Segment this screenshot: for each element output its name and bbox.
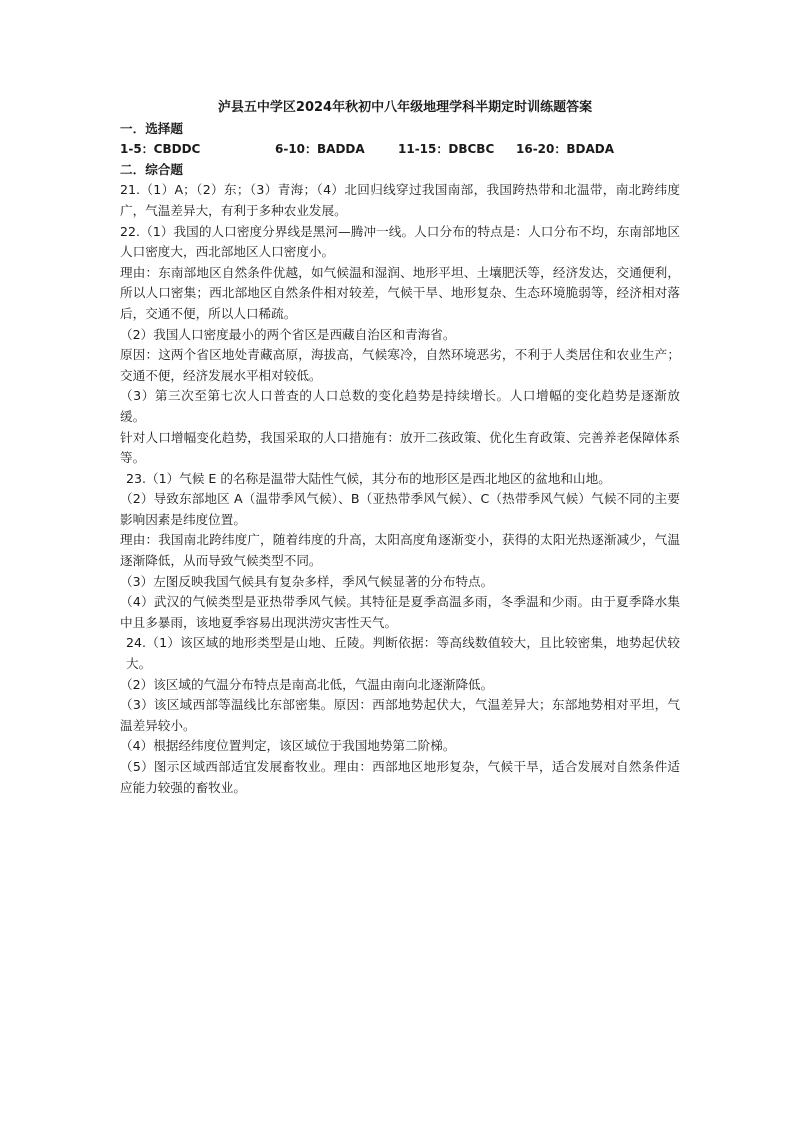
choice-answers-row <box>120 139 680 160</box>
section-heading-comprehensive: 二．综合题 <box>120 161 183 177</box>
answer-21: 21.（1）A；（2）东；（3）青海；（4）北回归线穿过我国南部，我国跨热带和北温带，南北跨纬度广，气温差异大，有利于多种农业发展。 <box>120 182 680 218</box>
answer-24-2: （2）该区域的气温分布特点是南高北低，气温由南向北逐渐降低。 <box>120 676 494 692</box>
answer-22-2-reason: 原因：这两个省区地处青藏高原，海拔高，气候寒冷，自然环境恶劣，不利于人类居住和农业生产；交通不便，经济发展水平相对较低。 <box>120 347 680 383</box>
answer-22-1: 22.（1）我国的人口密度分界线是黑河—腾冲一线。人口分布的特点是：人口分布不均，东南部地区人口密度大，西北部地区人口密度小。 <box>120 223 680 260</box>
answer-group-3: 11-15：DBCBC <box>398 142 495 157</box>
answer-22-3: （3）第三次至第七次人口普查的人口总数的变化趋势是持续增长。人口增幅的变化趋势是逐渐放缓。 <box>120 388 680 424</box>
answer-23-4: （4）武汉的气候类型是亚热带季风气候。其特征是夏季高温多雨，冬季温和少雨。由于夏季降水集中且多暴雨，该地夏季容易出现洪涝灾害性天气。 <box>120 594 680 630</box>
answer-23-2: （2）导致东部地区 A（温带季风气候）、B（亚热带季风气候）、C（热带季风气候）气候不同的主要影响因素是纬度位置。 <box>120 491 680 527</box>
answer-22-3-measures: 针对人口增幅变化趋势，我国采取的人口措施有：放开二孩政策、优化生育政策、完善养老保障体系等。 <box>120 429 680 466</box>
answer-24-4: （4）根据经纬度位置判定，该区域位于我国地势第二阶梯。 <box>120 738 456 754</box>
answer-22-2: （2）我国人口密度最小的两个省区是西藏自治区和青海省。 <box>120 326 456 342</box>
document-title: 泸县五中学区2024年秋初中八年级地理学科半期定时训练题答案 <box>217 100 593 115</box>
answer-23-2-reason: 理由：我国南北跨纬度广，随着纬度的升高，太阳高度角逐渐变小，获得的太阳光热逐渐减少，气温逐渐降低，从而导致气候类型不同。 <box>120 532 680 569</box>
answer-23-3: （3）左图反映我国气候具有复杂多样，季风气候显著的分布特点。 <box>120 573 494 589</box>
document-page <box>120 98 680 798</box>
answer-group-1: 1-5：CBDDC <box>120 142 201 157</box>
answer-23-1: 23.（1）气候 E 的名称是温带大陆性气候，其分布的地形区是西北地区的盆地和山地。 <box>126 470 611 486</box>
answer-24-5: （5）图示区域西部适宜发展畜牧业。理由：西部地区地形复杂，气候干旱，适合发展对自然条件适应能力较强的畜牧业。 <box>120 759 680 795</box>
answer-22-1-reason: 理由：东南部地区自然条件优越，如气候温和湿润、地形平坦、土壤肥沃等，经济发达，交通便利，所以人口密集；西北部地区自然条件相对较差，气候干旱、地形复杂、生态环境脆弱等，经济相对落后，交通不便，所以人口稀疏。 <box>120 264 680 321</box>
answer-24-3: （3）该区域西部等温线比东部密集。原因：西部地势起伏大，气温差异大；东部地势相对平坦，气温差异较小。 <box>120 697 680 733</box>
answer-group-2: 6-10：BADDA <box>275 142 365 157</box>
section-heading-choice: 一．选择题 <box>120 120 183 136</box>
answer-group-4: 16-20：BDADA <box>516 142 615 157</box>
answer-24-1: 24.（1）该区域的地形类型是山地、丘陵。判断依据：等高线数值较大，且比较密集，地势起伏较大。 <box>126 635 680 672</box>
